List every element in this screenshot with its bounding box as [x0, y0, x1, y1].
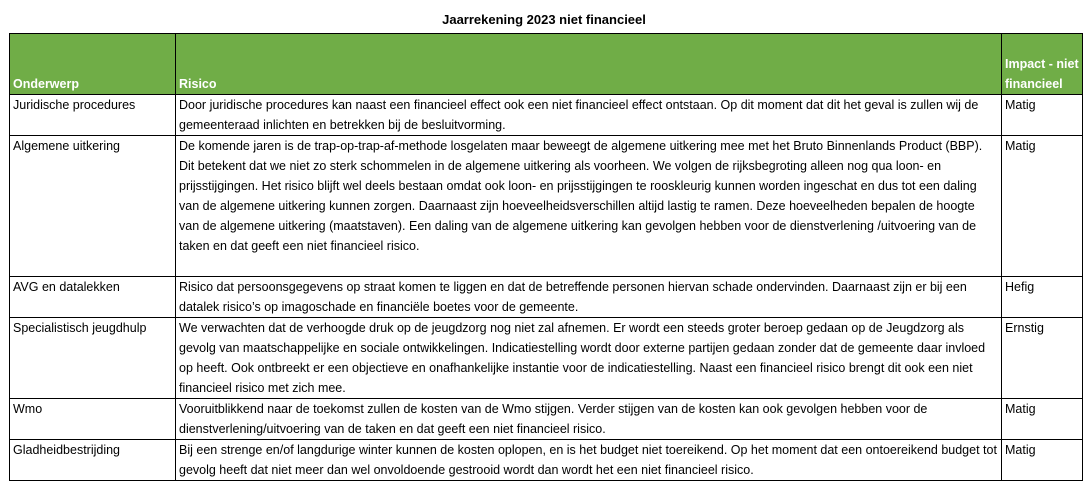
- cell-impact: Matig: [1002, 136, 1083, 277]
- cell-risico: Door juridische procedures kan naast een financieel effect ook een niet financieel effect ontstaan. Op dit moment dat dit het geval is zullen wij de gemeenteraad inlichten en betrekken bij de besluitvorming.: [176, 95, 1002, 136]
- cell-onderwerp: Specialistisch jeugdhulp: [10, 318, 176, 399]
- table-row: [10, 277, 1083, 318]
- cell-risico: De komende jaren is de trap-op-trap-af-methode losgelaten maar beweegt de algemene uitkering mee met het Bruto Binnenlands Product (BBP). Dit betekent dat we niet zo sterk schommelen in de algemene uitkering als voorheen. We volgen de rijksbegroting alleen nog qua loon- en prijsstijgingen. Het risico blijft wel deels bestaan omdat ook loon- en prijsstijgingen te rooskleurig kunnen worden ingeschat en dus tot een daling van de algemene uitkering kunnen zorgen. Daarnaast zijn hoeveelheidsverschillen altijd lastig te ramen. Deze hoeveelheden bepalen de hoogte van de algemene uitkering (maatstaven). Een daling van de algemene uitkering kan gevolgen hebben voor de dienstverlening /uitvoering van de taken en dat geeft een niet financieel risico.: [176, 136, 1002, 277]
- cell-impact: Matig: [1002, 399, 1083, 440]
- table-row: [10, 399, 1083, 440]
- header-row: [10, 34, 1083, 95]
- table-row: [10, 136, 1083, 277]
- cell-risico: Bij een strenge en/of langdurige winter kunnen de kosten oplopen, en is het budget niet toereikend. Op het moment dat een ontoereikend budget tot gevolg heeft dat niet meer dan wel onvoldoende gestrooid wordt dan wordt het een niet financieel risico.: [176, 440, 1002, 481]
- cell-onderwerp: Juridische procedures: [10, 95, 176, 136]
- cell-onderwerp: Wmo: [10, 399, 176, 440]
- table-row: [10, 95, 1083, 136]
- header-impact: Impact - niet financieel: [1002, 34, 1083, 95]
- cell-onderwerp: Gladheidbestrijding: [10, 440, 176, 481]
- cell-risico: We verwachten dat de verhoogde druk op de jeugdzorg nog niet zal afnemen. Er wordt een steeds groter beroep gedaan op de Jeugdzorg als gevolg van maatschappelijke en sociale ontwikkelingen. Indicatiestelling wordt door externe partijen gedaan zonder dat de gemeente daar invloed op heeft. Ook ontbreekt er een objectieve en onafhankelijke instantie voor de indicatiestelling. Naast een financieel risico brengt dit ook een niet financieel risico met zich mee.: [176, 318, 1002, 399]
- cell-onderwerp: AVG en datalekken: [10, 277, 176, 318]
- table-row: [10, 318, 1083, 399]
- table-row: [10, 440, 1083, 481]
- cell-impact: Matig: [1002, 440, 1083, 481]
- cell-impact: Matig: [1002, 95, 1083, 136]
- cell-risico: Vooruitblikkend naar de toekomst zullen de kosten van de Wmo stijgen. Verder stijgen van de kosten kan ook gevolgen hebben voor de dienstverlening/uitvoering van de taken en dat geeft een niet financieel risico.: [176, 399, 1002, 440]
- header-onderwerp: Onderwerp: [10, 34, 176, 95]
- cell-risico: Risico dat persoonsgegevens op straat komen te liggen en dat de betreffende personen hiervan schade ondervinden. Daarnaast zijn er bij een datalek risico’s op imagoschade en financiële boetes voor de gemeente.: [176, 277, 1002, 318]
- cell-impact: Hefig: [1002, 277, 1083, 318]
- risk-table: [9, 33, 1083, 481]
- header-risico: Risico: [176, 34, 1002, 95]
- cell-onderwerp: Algemene uitkering: [10, 136, 176, 277]
- cell-impact: Ernstig: [1002, 318, 1083, 399]
- table-title: Jaarrekening 2023 niet financieel: [442, 12, 646, 27]
